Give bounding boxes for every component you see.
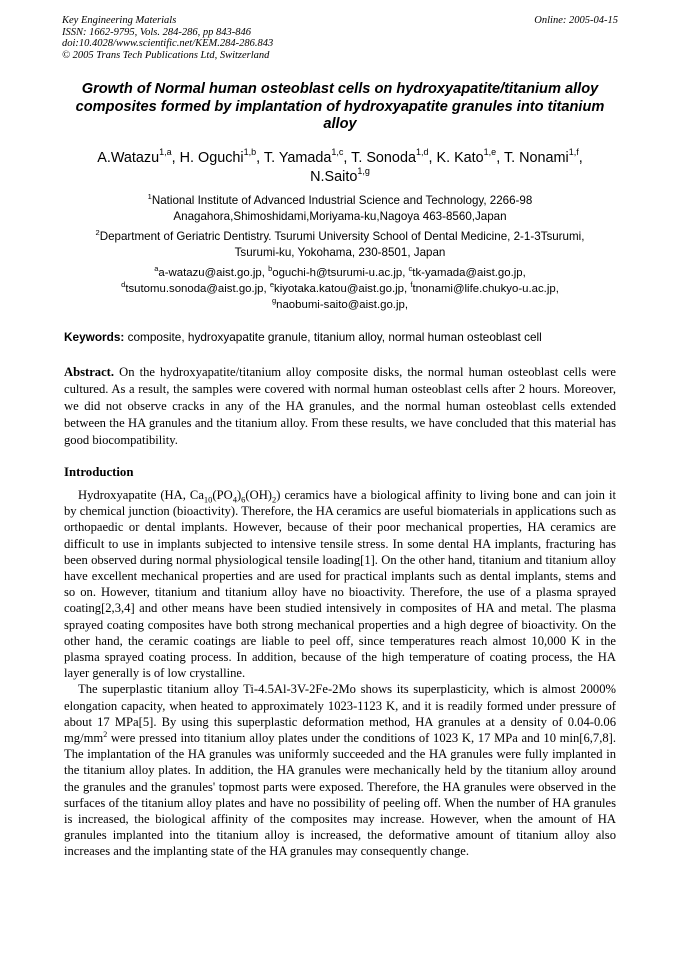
journal-name: Key Engineering Materials [62,15,177,26]
author: H. Oguchi$^{1,b}$, [179,147,264,166]
paper-title: Growth of Normal human osteoblast cells on hydroxyapatite/titanium alloy composites formed by implantation of hydroxyapatite granules into titanium alloy [75,81,605,133]
keywords [64,330,624,345]
abstract-label: Abstract. [64,365,115,379]
issn-line: ISSN: 1662-9795, Vols. 284-286, pp 843-846 [62,26,251,38]
doi-line[interactable]: doi:10.4028/www.scientific.net/KEM.284-286.843 [62,38,274,50]
email-list [62,265,618,313]
introduction-body [64,487,616,860]
keywords-label: Keywords: [64,330,125,344]
author-list [60,149,620,187]
author: T. Sonoda$^{1,d}$, [351,147,437,166]
author: T. Nonami$^{1,f}$, [503,147,583,166]
email[interactable]: $^d$tsutomu.sonoda@aist.go.jp, [121,280,270,295]
abstract-text: On the hydroxyapatite/titanium alloy composite disks, the normal human osteoblast cells were cultured. As a result, the samples were covered with normal human osteoblast cells after 2 hours. Moreover, we did not observe cracks in any of the HA granules, and the normal human osteoblast cells extended between the HA granules and the titanium alloy. From these results, we have concluded that this material has good biocompatibility. [64,365,616,447]
keywords-text: composite, hydroxyapatite granule, titanium alloy, normal human osteoblast cell [124,330,542,344]
author: N.Saito$^{1,g}$ [310,166,370,185]
affiliation-2: $^2$Department of Geriatric Dentistry. Tsurumi University School of Dental Medicine, 2-1-3Tsurumi, Tsurumi-ku, Yokohama, 230-8501, Japan [95,228,585,259]
abstract [64,364,616,449]
email[interactable]: $^e$kiyotaka.katou@aist.go.jp, [269,280,411,295]
email[interactable]: $^f$tnonami@life.chukyo-u.ac.jp, [410,280,559,295]
email[interactable]: $^b$oguchi-h@tsurumi-u.ac.jp, [268,264,409,279]
affiliation-1: $^1$National Institute of Advanced Industrial Science and Technology, 2266-98 Anagahora,Shimoshidami,Moriyama-ku,Nagoya 463-8560,Japan [147,192,533,223]
email[interactable]: $^c$tk-yamada@aist.go.jp, [408,264,526,279]
copyright-line: © 2005 Trans Tech Publications Ltd, Switzerland [62,49,270,61]
author: K. Kato$^{1,e}$, [436,147,504,166]
author: T. Yamada$^{1,c}$, [263,147,352,166]
email[interactable]: $^a$a-watazu@aist.go.jp, [154,264,269,279]
author: A.Watazu$^{1,a}$, [97,147,180,166]
journal-meta [62,15,618,61]
section-heading: Introduction [64,465,134,479]
paragraph: The superplastic titanium alloy Ti-4.5Al-3V-2Fe-2Mo shows its superplasticity, which is almost 2000% elongation capacity, when heated to approximately 1023-1123 K, and it is readily formed under pressure of about 17 MPa[5]. By using this superplastic deformation method, HA granules at a density of 0.04-0.06 $mg/mm^2$ were pressed into titanium alloy plates under the conditions of 1023 K, 17 MPa and 10 min[6,7,8]. The implantation of the HA granules was uniformly succeeded and the HA granules were fully implanted in the titanium alloy plates. In addition, the HA granules were mechanically held by the titanium alloy around the granules and the granules' topmost parts were exposed. Therefore, the HA granules were observed in the surfaces of the titanium alloy plates and have no possibility of peeling off. When the number of HA granules is increased, the biological affinity of the composites may increase. However, when the amount of HA granules implanted into the titanium alloy is increased, the deformative amount of titanium alloy also increases and the implanting state of the HA granules may consequently change. [64,682,616,859]
paragraph: Hydroxyapatite (HA, $Ca_{10}(PO_4)_6(OH)_2$) ceramics have a biological affinity to living bone and can join it by chemical junction (bioactivity). Therefore, the HA ceramics are useful biomaterials in applications such as orthopaedic or dental implants. However, because of their poor mechanical properties, HA ceramics are difficult to use in implants subjected to intensive tensile stress. In some dental HA implants, fracturing has been observed during normal physiological tensile loading[1]. On the other hand, titanium and titanium alloy have excellent mechanical properties and are used for practical implants such as dental implants, stems and so on. However, titanium and titanium alloy have no bioactivity. Therefore, the use of a plasma sprayed coating[2,3,4] and other means have been studied intensively in composites of HA and metal. The plasma sprayed coating composites have both strong mechanical properties and a high degree of bioactivity. On the other hand, the ceramic coatings are liable to peel off, since temperatures reach almost 10,000 K in the plasma sprayed coating process. In addition, because of the high temperature of coating process, the HA layer generally is of low crystalline. [64,488,617,681]
online-date: Online: 2005-04-15 [534,15,618,26]
email[interactable]: $^g$naobumi-saito@aist.go.jp, [271,296,409,311]
